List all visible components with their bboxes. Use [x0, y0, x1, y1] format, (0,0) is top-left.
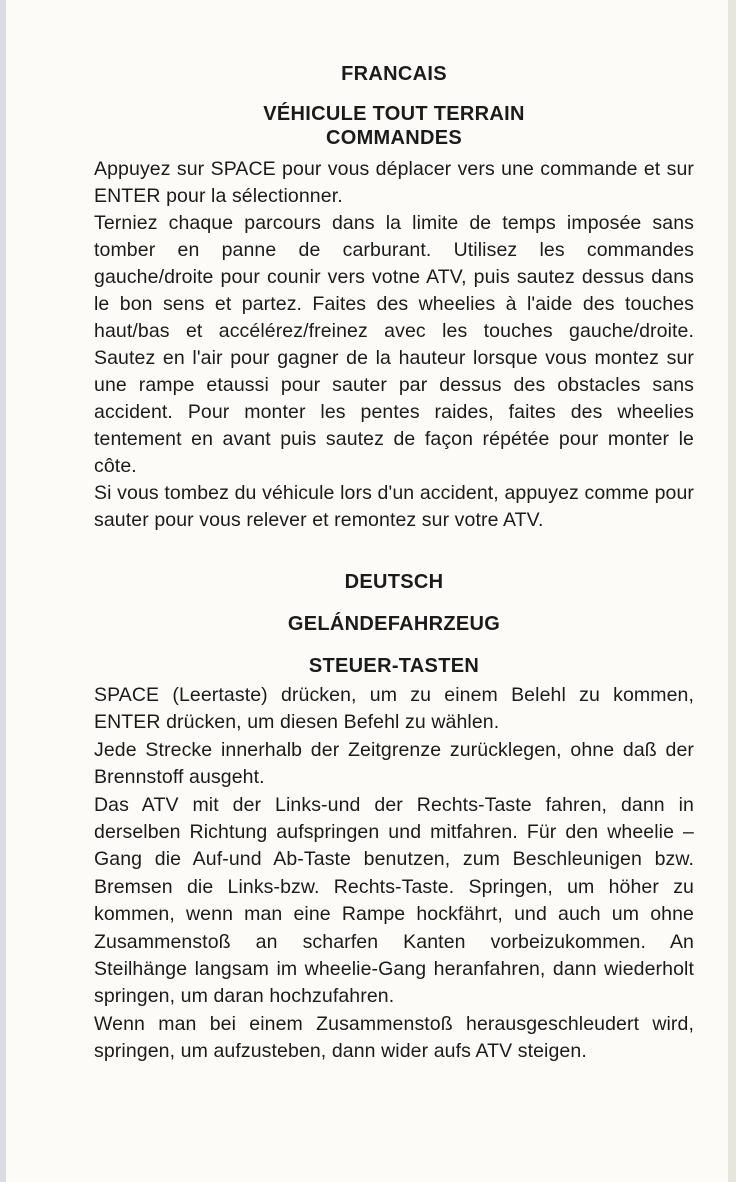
language-heading-francais: FRANCAIS	[341, 63, 447, 85]
section-subtitle-deutsch: STEUER-TASTEN	[308, 655, 480, 677]
language-heading-deutsch: DEUTSCH	[344, 571, 444, 593]
section-gap	[94, 534, 694, 570]
section-deutsch	[94, 570, 694, 1066]
body-deutsch	[94, 682, 694, 1066]
paragraph-francais-3: Si vous tombez du véhicule lors d'un accident, appuyez comme pour sauter pour vous relever et remontez sur votre ATV.	[94, 482, 694, 531]
manual-text	[94, 62, 694, 1066]
section-subtitle-francais: COMMANDES	[325, 127, 463, 149]
paragraph-francais-1: Appuyez sur SPACE pour vous déplacer vers une commande et sur ENTER pour la sélectionner.	[94, 158, 694, 207]
section-title-deutsch: GELÁNDEFAHRZEUG	[287, 613, 501, 635]
paragraph-francais-2: Terniez chaque parcours dans la limite de temps imposée sans tomber en panne de carburant. Utilisez les commandes gauche/droite pour counir vers votne ATV, puis sautez dessus dans le bon sens et partez. Faites des wheelies à l'aide des touches haut/bas et accélérez/freinez avec les touches gauche/droite. Sautez en l'air pour gagner de la hauteur lorsque vous montez sur une rampe etaussi pour sauter par dessus des obstacles sans accident. Pour monter les pentes raides, faites des wheelies tentement en avant puis sautez de façon répétée pour monter le côte.	[94, 212, 694, 477]
paragraph-deutsch-4: Wenn man bei einem Zusammenstoß herausgeschleudert wird, springen, um aufzusteben, dann wider aufs ATV steigen.	[94, 1012, 694, 1063]
paragraph-deutsch-1: SPACE (Leertaste) drücken, um zu einem Belehl zu kommen, ENTER drücken, um diesen Befehl zu wählen.	[94, 684, 694, 734]
paragraph-deutsch-2: Jede Strecke innerhalb der Zeitgrenze zurücklegen, ohne daß der Brennstoff ausgeht.	[94, 738, 694, 789]
section-title-francais: VÉHICULE TOUT TERRAIN	[263, 103, 525, 125]
paragraph-deutsch-3: Das ATV mit der Links-und der Rechts-Taste fahren, dann in derselben Richtung aufspringen und mitfahren. Für den wheelie – Gang die Auf-und Ab-Taste benutzen, zum Beschleunigen bzw. Bremsen die Links-bzw. Rechts-Taste. Springen, um höher zu kommen, wenn man eine Rampe hockfährt, und auch um ohne Zusammenstoß an scharfen Kanten vorbeizukommen. An Steilhänge langsam im wheelie-Gang heranfahren, dann wiederholt springen, um daran hochzufahren.	[94, 793, 694, 1008]
body-francais	[94, 156, 694, 534]
section-francais	[94, 62, 694, 534]
